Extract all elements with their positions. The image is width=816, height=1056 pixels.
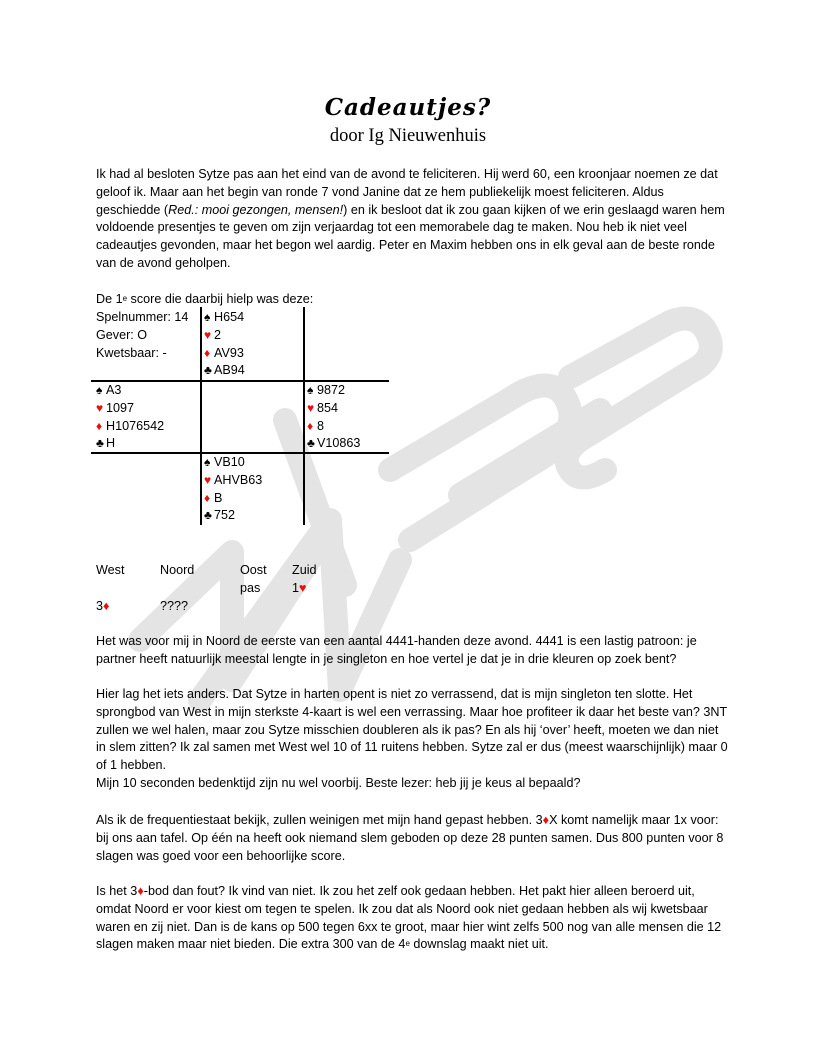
- east-diamonds-cards: 8: [317, 418, 325, 433]
- west-clubs: [96, 435, 164, 453]
- diamond-icon: ♦: [204, 490, 211, 505]
- diagram-line: [303, 307, 305, 525]
- club-icon: ♣: [307, 436, 315, 451]
- east-spades: [307, 382, 360, 400]
- east-diamonds: [307, 418, 360, 436]
- east-spades-cards: 9872: [317, 383, 346, 397]
- west-spades-cards: A3: [106, 383, 122, 397]
- heart-icon: ♥: [204, 327, 212, 342]
- body-paragraph-1: Het was voor mij in Noord de eerste van een aantal 4441-handen deze avond. 4441 is een lastig patroon: je partner heeft natuurlijk meestal lengte in je singleton en hoe vertel je dat je in drie kleuren op zoek bent?: [96, 634, 697, 666]
- body-paragraph-2: Hier lag het iets anders. Dat Sytze in harten opent is niet zo verrassend, dat is mijn singleton ten slotte. Het sprongbod van West in mijn sterkste 4-kaart is wel een verrassing. Maar hoe profiteer ik daar het beste van? 3NT zullen we wel halen, maar zou Sytze misschien doubleren als ik pas? En als hij ‘over’ heeft, moeten we dan niet in slem zitten? Ik zal samen met West wel 10 of 11 ruitens hebben. Sytze zal er dus (meest waarschijnlijk) maar 0 of 1 hebben.: [96, 687, 728, 773]
- heart-icon: ♥: [204, 472, 212, 487]
- south-hearts-cards: AHVB63: [214, 472, 263, 487]
- club-icon: ♣: [204, 508, 212, 523]
- bid-level: 3: [96, 599, 104, 613]
- heart-icon: ♥: [307, 400, 315, 415]
- heart-icon: ♥: [299, 581, 307, 595]
- north-diamonds: [204, 345, 245, 363]
- editor-note: Red.: mooi gezongen, mensen!: [168, 202, 344, 217]
- bid-south-1: [292, 580, 307, 598]
- p5-text-a: Is het 3: [96, 884, 138, 898]
- article-title: Cadeautjes?: [324, 94, 492, 121]
- bid-header-west: West: [96, 563, 125, 577]
- east-hearts: [307, 400, 360, 418]
- west-diamonds-cards: H1076542: [106, 418, 165, 433]
- body-paragraph-4: [96, 812, 728, 865]
- south-clubs-cards: 752: [214, 508, 236, 523]
- diamond-icon: ♦: [204, 345, 211, 360]
- north-spades-cards: H654: [214, 310, 245, 324]
- south-spades-cards: VB10: [214, 455, 245, 469]
- heart-icon: ♥: [96, 400, 104, 415]
- west-clubs-cards: H: [106, 436, 116, 451]
- spade-icon: ♠: [204, 455, 211, 469]
- diamond-icon: ♦: [137, 884, 144, 898]
- west-diamonds: [96, 418, 164, 436]
- south-diamonds: [204, 490, 262, 508]
- deal-intro: [96, 291, 728, 309]
- bid-header-north: Noord: [160, 563, 195, 577]
- east-hearts-cards: 854: [317, 400, 339, 415]
- diamond-icon: ♦: [307, 418, 314, 433]
- spade-icon: ♠: [96, 383, 103, 397]
- spade-icon: ♠: [204, 310, 211, 324]
- board-number: Spelnummer: 14: [96, 310, 189, 324]
- p5-text-c: downslag maakt niet uit.: [409, 937, 549, 952]
- bid-header-south: Zuid: [292, 563, 317, 577]
- bid-level: 1: [292, 581, 300, 595]
- south-clubs: [204, 507, 262, 525]
- hand-south: [204, 454, 262, 525]
- intro-paragraph: [96, 166, 728, 273]
- north-spades: [204, 309, 245, 327]
- north-diamonds-cards: AV93: [214, 345, 244, 360]
- north-hearts: [204, 327, 245, 345]
- bid-west-2: [96, 598, 109, 616]
- body-paragraph-5: [96, 883, 728, 954]
- dealer: Gever: O: [96, 327, 148, 342]
- north-clubs-cards: AB94: [214, 363, 245, 378]
- intro-text-rest: ) en ik besloot dat ik zou gaan kijken of we erin geslaagd waren hem voldoende presentjes te geven om zijn verjaardag tot een memorabele dag te maken. Nou heb ik niet veel cadeautjes gevonden, maar het begon wel aardig. Peter en Maxim hebben ons in elk geval aan de beste ronde van de avond geholpen.: [96, 202, 725, 270]
- south-hearts: [204, 472, 262, 490]
- ordinal-suffix: e: [405, 939, 410, 949]
- body-paragraph-3: Mijn 10 seconden bedenktijd zijn nu wel voorbij. Beste lezer: heb jij je keus al bepaald?: [96, 776, 581, 790]
- east-clubs: [307, 435, 360, 453]
- deal-info: [96, 309, 188, 362]
- bid-north-2: ????: [160, 599, 189, 613]
- p5-text-b: -bod dan fout? Ik vind van niet. Ik zou het zelf ook gedaan hebben. Het pakt hier alleen beroerd uit, omdat Noord er voor kiest om tegen te spelen. Ik zou dat als Noord ook niet gedaan hebben als wij kwetsbaar waren en zij niet. Dan is de kans op 500 tegen 6xx te groot, maar hier wint zelfs 500 nog van alle mensen die 12 slagen maken maar niet bieden. Die extra 300 van de 4: [96, 884, 722, 952]
- west-spades: [96, 382, 164, 400]
- intro-text: Ik had al besloten Sytze pas aan het eind van de avond te feliciteren. Hij werd 60, een kroonjaar noemen ze dat geloof ik. Maar aan het begin van ronde 7 vond Janine dat ze hem publiekelijk moest feliciteren. Aldus geschiedde (: [96, 167, 718, 217]
- diagram-line: [200, 307, 202, 525]
- hand-west: [96, 382, 164, 453]
- bid-header-east: Oost: [240, 563, 267, 577]
- hand-east: [307, 382, 360, 453]
- deal-intro-text-rest: score die daarbij hielp was deze:: [127, 292, 314, 306]
- south-diamonds-cards: B: [214, 490, 223, 505]
- east-clubs-cards: V10863: [317, 436, 361, 451]
- diamond-icon: ♦: [96, 418, 103, 433]
- p4-text-b: X komt namelijk maar 1x voor: bij ons aan tafel. Op één na heeft ook niemand slem geboden op deze 28 punten samen. Dus 800 punten voor 8 slagen was goed voor een behoorlijke score.: [96, 813, 724, 863]
- hand-north: [204, 309, 245, 380]
- spade-icon: ♠: [307, 383, 314, 397]
- ordinal-suffix: e: [122, 294, 128, 303]
- west-hearts-cards: 1097: [106, 400, 135, 415]
- deal-intro-text: De 1: [96, 292, 123, 306]
- diamond-icon: ♦: [542, 813, 550, 827]
- bid-east-1: pas: [240, 581, 261, 595]
- north-clubs: [204, 362, 245, 380]
- article-byline: door Ig Nieuwenhuis: [329, 126, 487, 146]
- north-hearts-cards: 2: [214, 327, 222, 342]
- vulnerability: Kwetsbaar: -: [96, 345, 167, 360]
- west-hearts: [96, 400, 164, 418]
- diamond-icon: ♦: [103, 599, 110, 613]
- club-icon: ♣: [204, 363, 212, 378]
- p4-text-a: Als ik de frequentiestaat bekijk, zullen weinigen met mijn hand gepast hebben. 3: [96, 813, 543, 827]
- club-icon: ♣: [96, 436, 104, 451]
- south-spades: [204, 454, 262, 472]
